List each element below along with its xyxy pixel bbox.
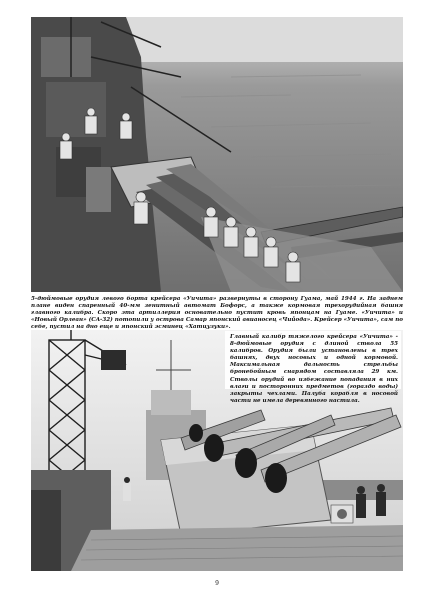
caption-bottom: Главный калибр тяжелого крейсера «Уичита» - 8-дюймовые орудия с длиной ствола 55 калибров. Орудия были установлены в трех башнях, двух носовых и одной кормовой. Максимальная дальность стрельбы бронебойным снарядом составляла 29 км. Стволы орудий во избежание попадания в них влаги и посторонних предметов (гораздо воды) закрыты чехлами. Палуба корабля в носовой части не имела деревянного настила. [230, 334, 398, 404]
caption-top: 5-дюймовые орудия левого борта крейсера «Уичита» развернуты в сторону Гуама, май 1944 г. На заднем плане виден спаренный 40-мм зенитный автомат Бофорс, а также кормовая трехорудийная башня главного калибра. Скоро эта артиллерия основательно пустит кровь японцам на Гуаме. «Уичита» и «Новый Орлеан» (CA-32) потопили у острова Самар японский авианосец «Чийода». Крейсер «Уичита», сам по себе, пустил на дно еще и японский эсминец «Хатцузуки». [31, 296, 403, 331]
page-number: 9 [215, 580, 219, 587]
photo-five-inch-guns-drawing [31, 17, 403, 292]
photo-five-inch-guns [31, 17, 403, 292]
